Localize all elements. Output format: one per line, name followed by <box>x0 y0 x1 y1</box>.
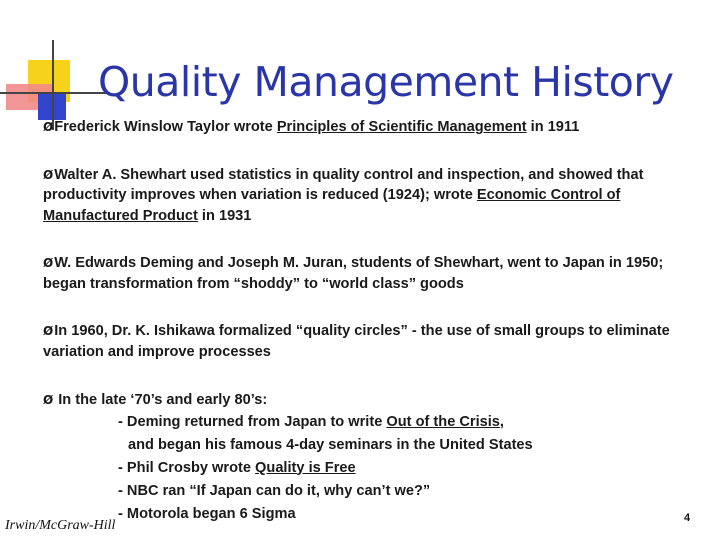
bullet-text: in 1931 <box>197 207 252 224</box>
arrow-bullet-icon: Ø <box>43 324 54 338</box>
bullet-text: Walter A. Shewhart used statistics in quality control and inspection, and showed that productivity improves when variation is reduced (1924); wrote <box>43 166 644 203</box>
sub-item-crosby <box>43 457 693 480</box>
sub-item-motorola: - Motorola began 6 Sigma <box>118 505 296 522</box>
arrow-bullet-icon: Ø <box>43 167 54 182</box>
sub-item-seminars: and began his famous 4-day seminars in the United States <box>128 436 533 453</box>
bullet-text: Frederick Winslow Taylor wrote <box>54 119 277 135</box>
bullet-shewhart <box>43 165 693 227</box>
page-number: 4 <box>684 512 691 524</box>
slide-logo-icon <box>0 0 110 130</box>
bullet-heading <box>43 390 693 411</box>
sub-item-deming <box>43 411 693 434</box>
bullet-text: In the late ‘70’s and early 80’s: <box>54 392 268 408</box>
bullet-text: W. Edwards Deming and Joseph M. Juran, students of Shewhart, went to Japan in 1950; began transformation from “shoddy” to “world class” goods <box>43 255 664 292</box>
bullet-text: in 1911 <box>526 119 580 135</box>
bullet-taylor <box>43 117 693 138</box>
book-title-economic-control: Economic Control of Manufactured Product <box>43 187 621 224</box>
logo-horizontal-line <box>0 92 110 94</box>
arrow-bullet-icon: Ø <box>43 393 54 407</box>
slide-title: Quality Management History <box>98 58 674 106</box>
footer-publisher: Irwin/McGraw-Hill <box>5 518 116 533</box>
sub-item-nbc: - NBC ran “If Japan can do it, why can’t we?” <box>118 482 431 499</box>
bullet-late-70s <box>43 390 693 526</box>
bullet-ishikawa <box>43 321 693 362</box>
sub-item-text: - Phil Crosby wrote <box>118 459 256 476</box>
sub-item-text: , <box>499 413 504 430</box>
book-title-out-of-crisis: Out of the Crisis <box>386 413 500 430</box>
bullet-deming-juran <box>43 253 693 294</box>
arrow-bullet-icon: Ø <box>43 120 54 134</box>
book-title-principles: Principles of Scientific Management <box>276 119 527 135</box>
bullet-text: In 1960, Dr. K. Ishikawa formalized “quality circles” - the use of small groups to eliminate variation and improve processes <box>43 323 670 360</box>
book-title-quality-is-free: Quality is Free <box>255 459 356 476</box>
arrow-bullet-icon: Ø <box>43 256 54 270</box>
bullet-list <box>43 117 693 526</box>
sub-item-text: - Deming returned from Japan to write <box>118 413 387 430</box>
